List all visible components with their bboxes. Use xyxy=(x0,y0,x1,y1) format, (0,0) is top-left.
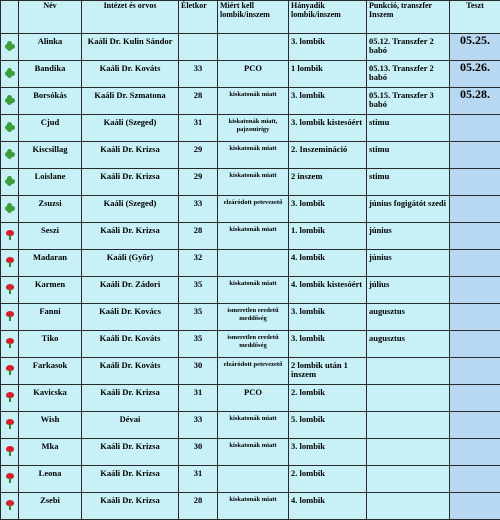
intezet-cell: Kaáli Dr. Zádori xyxy=(82,277,178,303)
row-icon-cell xyxy=(1,277,18,303)
punkcio-cell: június fogigátót szedi xyxy=(367,196,449,222)
header-hanyadik: Hányadik lombik/inszem xyxy=(289,1,366,33)
hanyadik-cell: 1 lombik xyxy=(289,61,366,87)
row-icon-cell xyxy=(1,34,18,60)
intezet-cell: Kaáli Dr. Krizsa xyxy=(82,142,178,168)
punkcio-cell: 05.13. Transzfer 2 babó xyxy=(367,61,449,87)
miert-cell: kiskatonák miatt xyxy=(218,88,288,114)
teszt-cell xyxy=(450,466,500,492)
hanyadik-cell: 3. lombik xyxy=(289,34,366,60)
flower-icon xyxy=(5,392,15,402)
punkcio-cell: stimu xyxy=(367,115,449,141)
table-row xyxy=(1,412,500,438)
teszt-cell xyxy=(450,223,500,249)
punkcio-cell: augusztus xyxy=(367,304,449,330)
flower-icon xyxy=(5,473,15,483)
teszt-cell xyxy=(450,358,500,384)
table-row xyxy=(1,277,500,303)
eletkor-cell: 31 xyxy=(179,115,217,141)
table-row xyxy=(1,196,500,222)
header-nev: Név xyxy=(19,1,81,33)
header-miert: Miért kell lombik/inszem xyxy=(218,1,288,33)
punkcio-cell: június xyxy=(367,223,449,249)
table-row xyxy=(1,439,500,465)
eletkor-cell: 28 xyxy=(179,88,217,114)
intezet-cell: Kaáli Dr. Krizsa xyxy=(82,385,178,411)
intezet-cell: Kaáli Dr. Kovács xyxy=(82,304,178,330)
flower-icon xyxy=(5,338,15,348)
hanyadik-cell: 3. lombik xyxy=(289,331,366,357)
miert-cell: ismeretlen eredetű meddőség xyxy=(218,331,288,357)
hanyadik-cell: 3. lombik xyxy=(289,196,366,222)
header-row xyxy=(1,1,500,33)
miert-cell: kiskatonák miatt xyxy=(218,223,288,249)
teszt-cell xyxy=(450,115,500,141)
hanyadik-cell: 3. lombik xyxy=(289,304,366,330)
header-punkcio: Punkció, transzfer Inszem xyxy=(367,1,449,33)
miert-cell: kiskatonák miatt xyxy=(218,277,288,303)
flower-icon xyxy=(5,500,15,510)
flower-icon xyxy=(5,419,15,429)
miert-cell xyxy=(218,34,288,60)
table-body xyxy=(1,34,500,519)
row-icon-cell xyxy=(1,304,18,330)
hanyadik-cell: 4. lombik xyxy=(289,493,366,519)
miert-cell xyxy=(218,466,288,492)
flower-icon xyxy=(5,446,15,456)
row-icon-cell xyxy=(1,223,18,249)
flower-icon xyxy=(5,365,15,375)
nev-cell: Cjud xyxy=(19,115,81,141)
punkcio-cell xyxy=(367,466,449,492)
header-intezet: Intézet és orvos xyxy=(82,1,178,33)
eletkor-cell: 35 xyxy=(179,331,217,357)
intezet-cell: Kaáli Dr. Krizsa xyxy=(82,466,178,492)
table-row xyxy=(1,358,500,384)
table-row xyxy=(1,385,500,411)
eletkor-cell: 32 xyxy=(179,250,217,276)
row-icon-cell xyxy=(1,169,18,195)
punkcio-cell: július xyxy=(367,277,449,303)
miert-cell: PCO xyxy=(218,61,288,87)
miert-cell xyxy=(218,250,288,276)
nev-cell: Borsókás xyxy=(19,88,81,114)
clover-icon xyxy=(5,176,15,186)
nev-cell: Alinka xyxy=(19,34,81,60)
teszt-cell xyxy=(450,331,500,357)
table-row xyxy=(1,250,500,276)
punkcio-cell xyxy=(367,493,449,519)
row-icon-cell xyxy=(1,142,18,168)
nev-cell: Farkasok xyxy=(19,358,81,384)
miert-cell: kiskatonák miatt xyxy=(218,493,288,519)
eletkor-cell: 30 xyxy=(179,439,217,465)
hanyadik-cell: 3. lombik xyxy=(289,439,366,465)
clover-icon xyxy=(5,41,15,51)
table-row xyxy=(1,115,500,141)
miert-cell: kiskatonák miatt xyxy=(218,439,288,465)
hanyadik-cell: 2 inszem xyxy=(289,169,366,195)
clover-icon xyxy=(5,122,15,132)
teszt-cell xyxy=(450,196,500,222)
row-icon-cell xyxy=(1,331,18,357)
nev-cell: Kiscsillag xyxy=(19,142,81,168)
nev-cell: Madaran xyxy=(19,250,81,276)
clover-icon xyxy=(5,68,15,78)
hanyadik-cell: 5. lombik xyxy=(289,412,366,438)
miert-cell: kiskatonák miatt xyxy=(218,412,288,438)
hanyadik-cell: 4. lombik xyxy=(289,250,366,276)
nev-cell: Wish xyxy=(19,412,81,438)
eletkor-cell: 30 xyxy=(179,358,217,384)
miert-cell: elzáródott petevezető xyxy=(218,196,288,222)
teszt-cell xyxy=(450,169,500,195)
eletkor-cell: 28 xyxy=(179,223,217,249)
table-row xyxy=(1,223,500,249)
hanyadik-cell: 3. lombik kistesóért xyxy=(289,115,366,141)
intezet-cell: Kaáli (Szeged) xyxy=(82,196,178,222)
table-row xyxy=(1,88,500,114)
punkcio-cell xyxy=(367,412,449,438)
intezet-cell: Kaáli Dr. Kováts xyxy=(82,358,178,384)
table-row xyxy=(1,169,500,195)
nev-cell: Bandika xyxy=(19,61,81,87)
row-icon-cell xyxy=(1,250,18,276)
hanyadik-cell: 2. lombik xyxy=(289,385,366,411)
eletkor-cell: 31 xyxy=(179,466,217,492)
table-row xyxy=(1,466,500,492)
table-row xyxy=(1,493,500,519)
nev-cell: Leona xyxy=(19,466,81,492)
flower-icon xyxy=(5,230,15,240)
header-teszt: Teszt xyxy=(450,1,500,33)
nev-cell: Tiko xyxy=(19,331,81,357)
punkcio-cell: stimu xyxy=(367,142,449,168)
teszt-cell: 05.28. xyxy=(450,88,500,114)
teszt-cell: 05.25. xyxy=(450,34,500,60)
nev-cell: Mka xyxy=(19,439,81,465)
hanyadik-cell: 2. Inszemináció xyxy=(289,142,366,168)
miert-cell: kiskatonák miatt xyxy=(218,169,288,195)
table-row xyxy=(1,142,500,168)
flower-icon xyxy=(5,284,15,294)
punkcio-cell xyxy=(367,439,449,465)
eletkor-cell: 28 xyxy=(179,493,217,519)
teszt-cell xyxy=(450,250,500,276)
miert-cell: elzáródott petevezető xyxy=(218,358,288,384)
header-eletkor: Életkor xyxy=(179,1,217,33)
intezet-cell: Kaáli Dr. Krizsa xyxy=(82,223,178,249)
miert-cell: PCO xyxy=(218,385,288,411)
teszt-cell xyxy=(450,439,500,465)
intezet-cell: Kaáli (Szeged) xyxy=(82,115,178,141)
teszt-cell xyxy=(450,493,500,519)
table-row xyxy=(1,34,500,60)
intezet-cell: Kaáli Dr. Szmatona xyxy=(82,88,178,114)
miert-cell: kiskatonák miatt, pajzsmirigy xyxy=(218,115,288,141)
nev-cell: Fanni xyxy=(19,304,81,330)
row-icon-cell xyxy=(1,493,18,519)
nev-cell: Karmen xyxy=(19,277,81,303)
row-icon-cell xyxy=(1,385,18,411)
table-row xyxy=(1,331,500,357)
row-icon-cell xyxy=(1,88,18,114)
eletkor-cell: 29 xyxy=(179,169,217,195)
clover-icon xyxy=(5,149,15,159)
clover-icon xyxy=(5,95,15,105)
intezet-cell: Kaáli (Győr) xyxy=(82,250,178,276)
hanyadik-cell: 2. lombik xyxy=(289,466,366,492)
flower-icon xyxy=(5,257,15,267)
intezet-cell: Kaáli Dr. Kulin Sándor xyxy=(82,34,178,60)
nev-cell: Loislane xyxy=(19,169,81,195)
row-icon-cell xyxy=(1,466,18,492)
teszt-cell xyxy=(450,304,500,330)
intezet-cell: Kaáli Dr. Krizsa xyxy=(82,439,178,465)
row-icon-cell xyxy=(1,412,18,438)
hanyadik-cell: 3. lombik xyxy=(289,88,366,114)
header-icon-col xyxy=(1,1,18,33)
hanyadik-cell: 4. lombik kistesóért xyxy=(289,277,366,303)
intezet-cell: Dévai xyxy=(82,412,178,438)
intezet-cell: Kaáli Dr. Kováts xyxy=(82,61,178,87)
punkcio-cell: 05.15. Transzfer 3 babó xyxy=(367,88,449,114)
eletkor-cell: 33 xyxy=(179,412,217,438)
flower-icon xyxy=(5,311,15,321)
punkcio-cell: június xyxy=(367,250,449,276)
row-icon-cell xyxy=(1,196,18,222)
eletkor-cell: 33 xyxy=(179,196,217,222)
row-icon-cell xyxy=(1,115,18,141)
teszt-cell: 05.26. xyxy=(450,61,500,87)
intezet-cell: Kaáli Dr. Kováts xyxy=(82,331,178,357)
clover-icon xyxy=(5,203,15,213)
eletkor-cell xyxy=(179,34,217,60)
eletkor-cell: 35 xyxy=(179,277,217,303)
intezet-cell: Kaáli Dr. Krizsa xyxy=(82,169,178,195)
nev-cell: Zsuzsi xyxy=(19,196,81,222)
row-icon-cell xyxy=(1,61,18,87)
nev-cell: Kavicska xyxy=(19,385,81,411)
teszt-cell xyxy=(450,412,500,438)
eletkor-cell: 35 xyxy=(179,304,217,330)
teszt-cell xyxy=(450,277,500,303)
punkcio-cell: augusztus xyxy=(367,331,449,357)
row-icon-cell xyxy=(1,439,18,465)
table-row xyxy=(1,61,500,87)
nev-cell: Zsebi xyxy=(19,493,81,519)
miert-cell: ismeretlen eredetű meddőség xyxy=(218,304,288,330)
eletkor-cell: 29 xyxy=(179,142,217,168)
eletkor-cell: 33 xyxy=(179,61,217,87)
table-row xyxy=(1,304,500,330)
eletkor-cell: 31 xyxy=(179,385,217,411)
hanyadik-cell: 1. lombik xyxy=(289,223,366,249)
nev-cell: Seszi xyxy=(19,223,81,249)
row-icon-cell xyxy=(1,358,18,384)
punkcio-cell xyxy=(367,358,449,384)
punkcio-cell: 05.12. Transzfer 2 babó xyxy=(367,34,449,60)
punkcio-cell: stimu xyxy=(367,169,449,195)
teszt-cell xyxy=(450,142,500,168)
punkcio-cell xyxy=(367,385,449,411)
teszt-cell xyxy=(450,385,500,411)
intezet-cell: Kaáli Dr. Krizsa xyxy=(82,493,178,519)
miert-cell: kiskatonák miatt xyxy=(218,142,288,168)
hanyadik-cell: 2 lombik után 1 inszem xyxy=(289,358,366,384)
